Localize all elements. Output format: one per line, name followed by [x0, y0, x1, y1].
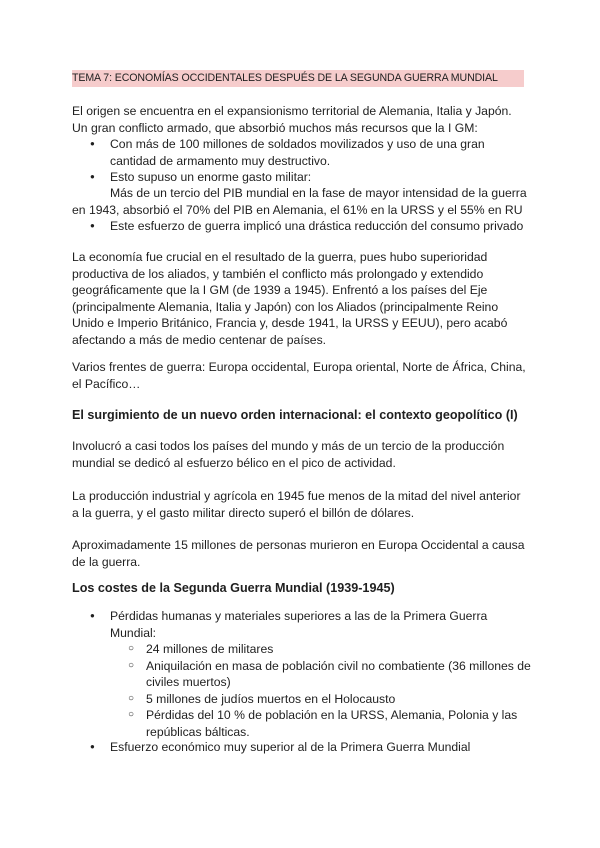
economy-paragraph: [72, 249, 528, 348]
text-line: El origen se encuentra en el expansionismo territorial de Alemania, Italia y Japón.: [72, 104, 512, 118]
text-line: productiva de los aliados, y también el conflicto más prolongado y extendido: [72, 266, 484, 281]
text-line: Mundial:: [110, 625, 157, 640]
text-line: Un gran conflicto armado, que absorbió muchos más recursos que la I GM:: [72, 120, 478, 135]
list-item: [146, 641, 532, 658]
text-line: Aproximadamente 15 millones de personas murieron en Europa Occidental a causa: [72, 538, 525, 552]
costs-bullet-list-2: [110, 739, 530, 756]
text-line: Involucró a casi todos los países del mundo y más de un tercio de la producción: [72, 439, 505, 453]
text-line: cantidad de armamento muy destructivo.: [110, 153, 331, 168]
intro-bullet-list: [110, 136, 530, 186]
intro-bullet-detail: [72, 185, 532, 218]
text-line: mundial se dedicó al esfuerzo bélico en el pico de actividad.: [72, 455, 396, 470]
intro-bullet-list-2: [110, 218, 530, 235]
text-line: (principalmente Alemania, Italia y Japón) con los Aliados (principalmente Reino: [72, 299, 499, 314]
list-item: [146, 658, 532, 691]
costs-sub-list: [146, 641, 532, 740]
text-line: ● Este esfuerzo de guerra implicó una drástica reducción del consumo privado: [110, 219, 524, 233]
text-line: repúblicas bálticas.: [146, 724, 250, 739]
text-line: Unido e Imperio Británico, Francia y, desde 1941, la URSS y EEUU), pero acabó: [72, 316, 508, 330]
casualties-paragraph: [72, 537, 528, 570]
text-line: afectando a más de medio centenar de países.: [72, 332, 327, 347]
text-line: de la guerra.: [72, 554, 141, 569]
text-line: ○ 24 millones de militares: [146, 642, 274, 656]
page-title: TEMA 7: ECONOMÍAS OCCIDENTALES DESPUÉS DE LA SEGUNDA GUERRA MUNDIAL: [72, 70, 524, 87]
text-line: geográficamente que la I GM (de 1939 a 1945). Enfrentó a los países del Eje: [72, 283, 488, 297]
section-heading: El surgimiento de un nuevo orden internacional: el contexto geopolítico (I): [72, 408, 518, 422]
text-line: ○ 5 millones de judíos muertos en el Holocausto: [146, 691, 396, 706]
production-paragraph: [72, 488, 528, 521]
text-line: a la guerra, y el gasto militar directo superó el billón de dólares.: [72, 505, 415, 520]
section-heading: Los costes de la Segunda Guerra Mundial (1939-1945): [72, 581, 395, 595]
text-line: ○ Pérdidas del 10 % de población en la URSS, Alemania, Polonia y las: [146, 708, 518, 722]
text-line: el Pacífico…: [72, 376, 141, 391]
intro-paragraph: [72, 103, 528, 136]
text-line: ○ Aniquilación en masa de población civil no combatiente (36 millones de: [146, 658, 531, 673]
text-line: Varios frentes de guerra: Europa occidental, Europa oriental, Norte de África, China,: [72, 360, 526, 374]
list-item: [146, 691, 532, 708]
costs-bullet-list: [110, 608, 530, 641]
text-line: La producción industrial y agrícola en 1945 fue menos de la mitad del nivel anterior: [72, 489, 521, 503]
text-line: ● Esto supuso un enorme gasto militar:: [110, 170, 312, 184]
text-line: civiles muertos): [146, 675, 231, 689]
text-line: en 1943, absorbió el 70% del PIB en Alemania, el 61% en la URSS y el 55% en RU: [72, 202, 523, 217]
list-item: [110, 136, 530, 169]
text-line: Más de un tercio del PIB mundial en la fase de mayor intensidad de la guerra: [110, 186, 527, 200]
text-line: ● Con más de 100 millones de soldados movilizados y uso de una gran: [110, 137, 485, 151]
list-item: [110, 169, 530, 186]
list-item: [110, 218, 530, 235]
list-item: [110, 608, 530, 641]
text-line: ● Pérdidas humanas y materiales superiores a las de la Primera Guerra: [110, 609, 488, 623]
list-item: [110, 739, 530, 756]
list-item: [146, 707, 532, 740]
fronts-paragraph: [72, 359, 528, 392]
involvement-paragraph: [72, 438, 528, 471]
text-line: ● Esfuerzo económico muy superior al de la Primera Guerra Mundial: [110, 740, 471, 754]
text-line: La economía fue crucial en el resultado de la guerra, pues hubo superioridad: [72, 250, 488, 264]
